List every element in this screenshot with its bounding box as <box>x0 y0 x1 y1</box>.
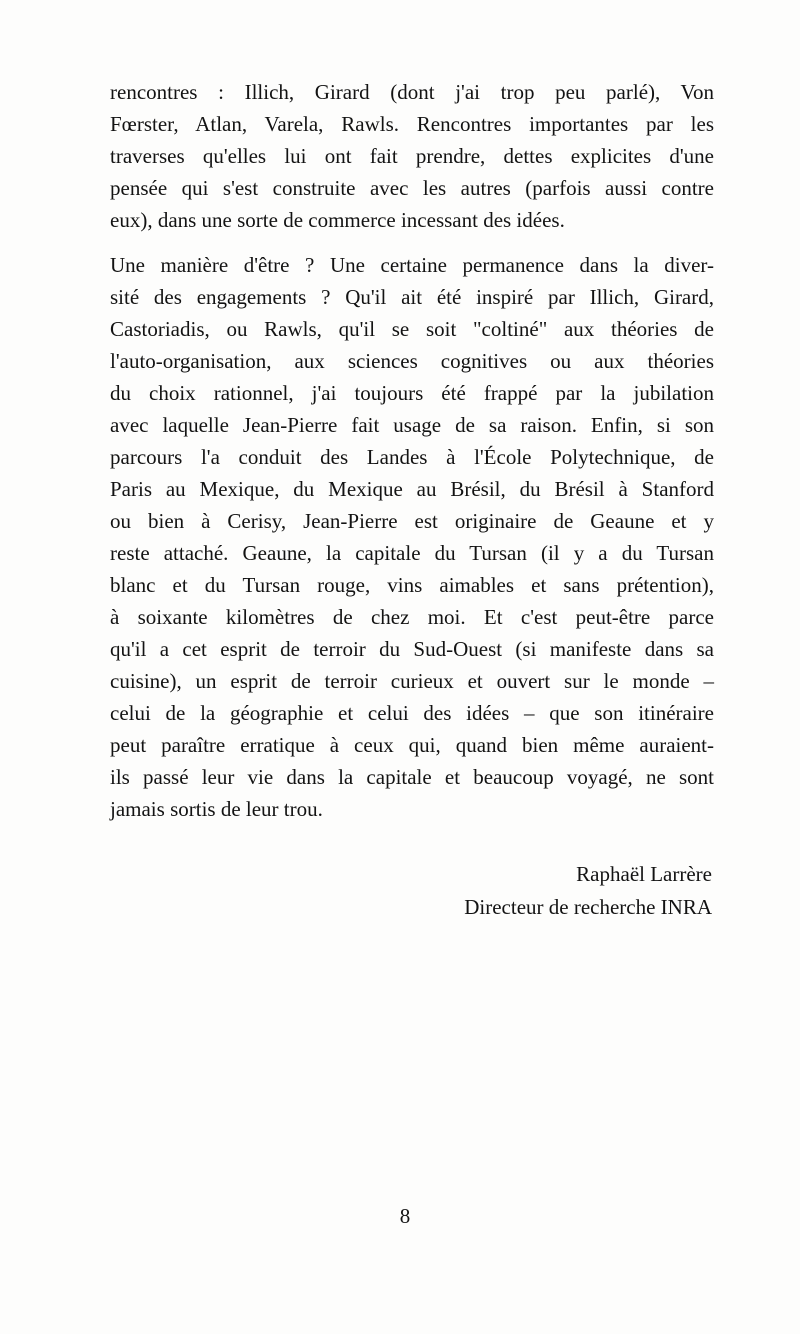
text-line: cuisine), un esprit de terroir curieux et ouvert sur le monde – <box>110 669 714 693</box>
text-block <box>110 76 714 825</box>
text-line: rencontres : Illich, Girard (dont j'ai trop peu parlé), Von <box>110 80 714 104</box>
text-line: peut paraître erratique à ceux qui, quand bien même auraient- <box>110 733 714 757</box>
text-line: reste attaché. Geaune, la capitale du Tursan (il y a du Tursan <box>110 541 714 565</box>
text-line: eux), dans une sorte de commerce incessant des idées. <box>110 208 565 232</box>
signature-author-name: Raphaël Larrère <box>576 862 712 886</box>
text-line: ils passé leur vie dans la capitale et beaucoup voyagé, ne sont <box>110 765 714 789</box>
paragraph-1 <box>110 76 714 236</box>
text-line: traverses qu'elles lui ont fait prendre, dettes explicites d'une <box>110 144 714 168</box>
text-line: Paris au Mexique, du Mexique au Brésil, du Brésil à Stanford <box>110 477 714 501</box>
signature-author-title: Directeur de recherche INRA <box>464 895 712 919</box>
text-line: sité des engagements ? Qu'il ait été inspiré par Illich, Girard, <box>110 285 714 309</box>
text-line: jamais sortis de leur trou. <box>110 797 323 821</box>
paragraph-2 <box>110 249 714 825</box>
text-line: Castoriadis, ou Rawls, qu'il se soit "coltiné" aux théories de <box>110 317 714 341</box>
signature-block <box>110 858 712 924</box>
text-line: Une manière d'être ? Une certaine permanence dans la diver- <box>110 253 714 277</box>
text-line: à soixante kilomètres de chez moi. Et c'est peut-être parce <box>110 605 714 629</box>
text-line: ou bien à Cerisy, Jean-Pierre est originaire de Geaune et y <box>110 509 714 533</box>
page-number: 8 <box>399 1204 411 1228</box>
text-line: pensée qui s'est construite avec les autres (parfois aussi contre <box>110 176 714 200</box>
text-line: blanc et du Tursan rouge, vins aimables et sans prétention), <box>110 573 714 597</box>
text-line: celui de la géographie et celui des idées – que son itinéraire <box>110 701 714 725</box>
text-line: du choix rationnel, j'ai toujours été frappé par la jubilation <box>110 381 714 405</box>
text-line: l'auto-organisation, aux sciences cognitives ou aux théories <box>110 349 714 373</box>
text-line: Fœrster, Atlan, Varela, Rawls. Rencontres importantes par les <box>110 112 714 136</box>
text-line: avec laquelle Jean-Pierre fait usage de sa raison. Enfin, si son <box>110 413 714 437</box>
text-line: parcours l'a conduit des Landes à l'École Polytechnique, de <box>110 445 714 469</box>
text-line: qu'il a cet esprit de terroir du Sud-Ouest (si manifeste dans sa <box>110 637 714 661</box>
